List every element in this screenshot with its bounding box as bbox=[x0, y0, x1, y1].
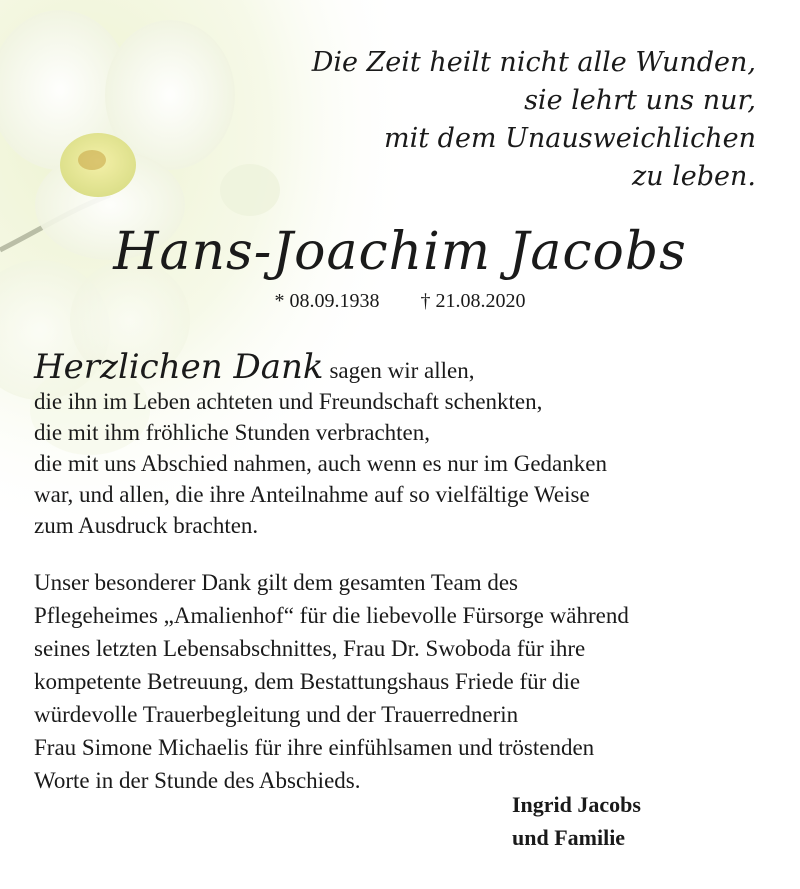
thanks-line: war, und allen, die ihre Anteilnahme auf so vielfältige Weise bbox=[34, 482, 590, 507]
thanks-first-line bbox=[34, 347, 607, 387]
signature-name: Ingrid Jacobs bbox=[512, 792, 641, 817]
special-thanks-line: Frau Simone Michaelis für ihre einfühlsamen und tröstenden bbox=[34, 735, 595, 760]
quote-line: zu leben. bbox=[631, 161, 756, 192]
death-date: † 21.08.2020 bbox=[420, 290, 526, 312]
thanks-line: die ihn im Leben achteten und Freundschaft schenkten, bbox=[34, 389, 543, 414]
quote-line: Die Zeit heilt nicht alle Wunden, bbox=[311, 47, 756, 78]
quote-verse bbox=[312, 44, 756, 196]
thanks-line: die mit ihm fröhliche Stunden verbrachten, bbox=[34, 420, 430, 445]
signature-family: und Familie bbox=[512, 825, 626, 850]
life-dates bbox=[0, 290, 800, 313]
signature bbox=[512, 788, 641, 854]
thanks-line: die mit uns Abschied nahmen, auch wenn es nur im Gedanken bbox=[34, 451, 607, 476]
thanks-paragraph bbox=[34, 347, 607, 541]
special-thanks-line: würdevolle Trauerbegleitung und der Trauerrednerin bbox=[34, 702, 519, 727]
special-thanks-line: kompetente Betreuung, dem Bestattungshaus Friede für die bbox=[34, 669, 581, 694]
thanks-headline: Herzlichen Dank bbox=[34, 347, 324, 387]
special-thanks-line: Worte in der Stunde des Abschieds. bbox=[34, 768, 361, 793]
special-thanks-line: Pflegeheimes „Amalienhof“ für die liebevolle Fürsorge während bbox=[34, 603, 629, 628]
quote-line: mit dem Unausweichlichen bbox=[384, 123, 756, 154]
special-thanks-line: seines letzten Lebensabschnittes, Frau Dr. Swoboda für ihre bbox=[34, 636, 586, 661]
thanks-line: zum Ausdruck brachten. bbox=[34, 513, 259, 538]
birth-date: * 08.09.1938 bbox=[274, 290, 380, 312]
thanks-lead: sagen wir allen, bbox=[329, 358, 475, 383]
special-thanks-paragraph bbox=[34, 566, 629, 797]
special-thanks-line: Unser besonderer Dank gilt dem gesamten Team des bbox=[34, 570, 519, 595]
deceased-name: Hans-Joachim Jacobs bbox=[113, 222, 687, 282]
quote-line: sie lehrt uns nur, bbox=[524, 85, 756, 116]
